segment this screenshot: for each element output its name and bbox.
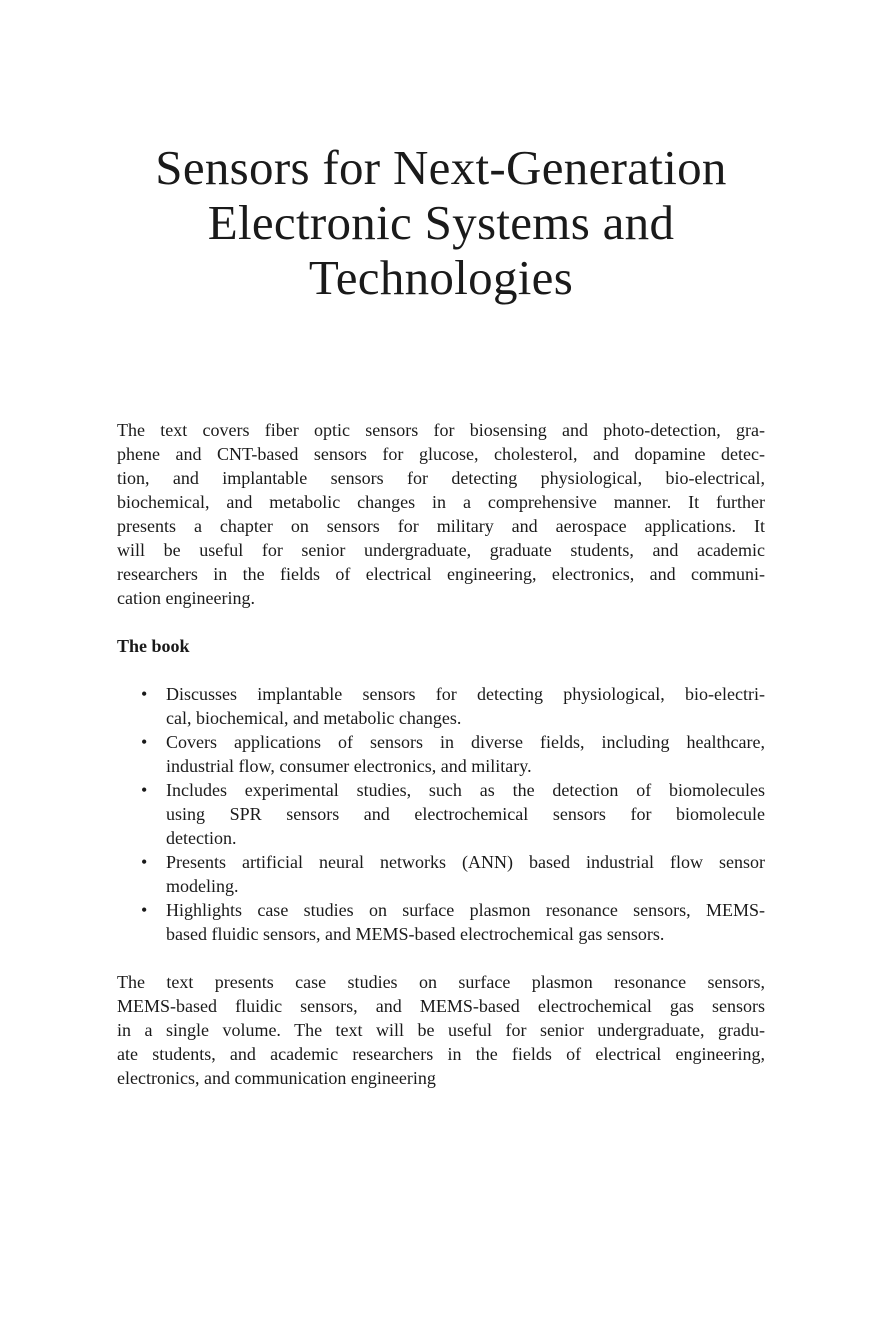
bullet-icon: • bbox=[141, 684, 148, 704]
text-line: MEMS-based fluidic sensors, and MEMS-based electrochemical gas sensors bbox=[117, 996, 765, 1016]
list-item bbox=[117, 850, 765, 898]
title-line: Technologies bbox=[308, 250, 574, 305]
text-line: ate students, and academic researchers in the fields of electrical engineering, bbox=[117, 1044, 765, 1064]
text-line: cal, biochemical, and metabolic changes. bbox=[166, 708, 462, 728]
list-item bbox=[117, 898, 765, 946]
text-line: researchers in the fields of electrical engineering, electronics, and communi- bbox=[117, 564, 765, 584]
closing-paragraph bbox=[117, 970, 765, 1090]
text-line: Covers applications of sensors in diverse fields, including healthcare, bbox=[166, 732, 765, 752]
text-line: modeling. bbox=[166, 876, 239, 896]
text-line: using SPR sensors and electrochemical sensors for biomolecule bbox=[166, 804, 765, 824]
book-title bbox=[117, 140, 765, 305]
text-line: The text presents case studies on surface plasmon resonance sensors, bbox=[117, 972, 765, 992]
list-item bbox=[117, 682, 765, 730]
text-line: based fluidic sensors, and MEMS-based electrochemical gas sensors. bbox=[166, 924, 665, 944]
text-line: presents a chapter on sensors for military and aerospace applications. It bbox=[117, 516, 765, 536]
text-line: detection. bbox=[166, 828, 237, 848]
feature-list bbox=[117, 682, 765, 946]
text-line: biochemical, and metabolic changes in a comprehensive manner. It further bbox=[117, 492, 765, 512]
text-line: industrial flow, consumer electronics, and military. bbox=[166, 756, 532, 776]
list-item bbox=[117, 730, 765, 778]
bullet-icon: • bbox=[141, 900, 148, 920]
title-line: Sensors for Next-Generation bbox=[155, 140, 727, 195]
text-line: Discusses implantable sensors for detecting physiological, bio-electri- bbox=[166, 684, 765, 704]
text-line: phene and CNT-based sensors for glucose, cholesterol, and dopamine detec- bbox=[117, 444, 765, 464]
list-item bbox=[117, 778, 765, 850]
text-line: cation engineering. bbox=[117, 588, 255, 608]
text-line: Includes experimental studies, such as the detection of biomolecules bbox=[166, 780, 765, 800]
intro-paragraph bbox=[117, 418, 765, 610]
text-line: in a single volume. The text will be useful for senior undergraduate, gradu- bbox=[117, 1020, 765, 1040]
bullet-icon: • bbox=[141, 732, 148, 752]
text-line: Highlights case studies on surface plasmon resonance sensors, MEMS- bbox=[166, 900, 765, 920]
section-heading: The book bbox=[117, 636, 190, 656]
book-description bbox=[117, 418, 765, 1090]
text-line: will be useful for senior undergraduate, graduate students, and academic bbox=[117, 540, 765, 560]
text-line: Presents artificial neural networks (ANN) based industrial flow sensor bbox=[166, 852, 765, 872]
text-line: tion, and implantable sensors for detecting physiological, bio-electrical, bbox=[117, 468, 765, 488]
bullet-icon: • bbox=[141, 780, 148, 800]
title-line: Electronic Systems and bbox=[207, 195, 675, 250]
text-line: electronics, and communication engineering bbox=[117, 1068, 436, 1088]
text-line: The text covers fiber optic sensors for biosensing and photo-detection, gra- bbox=[117, 420, 765, 440]
bullet-icon: • bbox=[141, 852, 148, 872]
